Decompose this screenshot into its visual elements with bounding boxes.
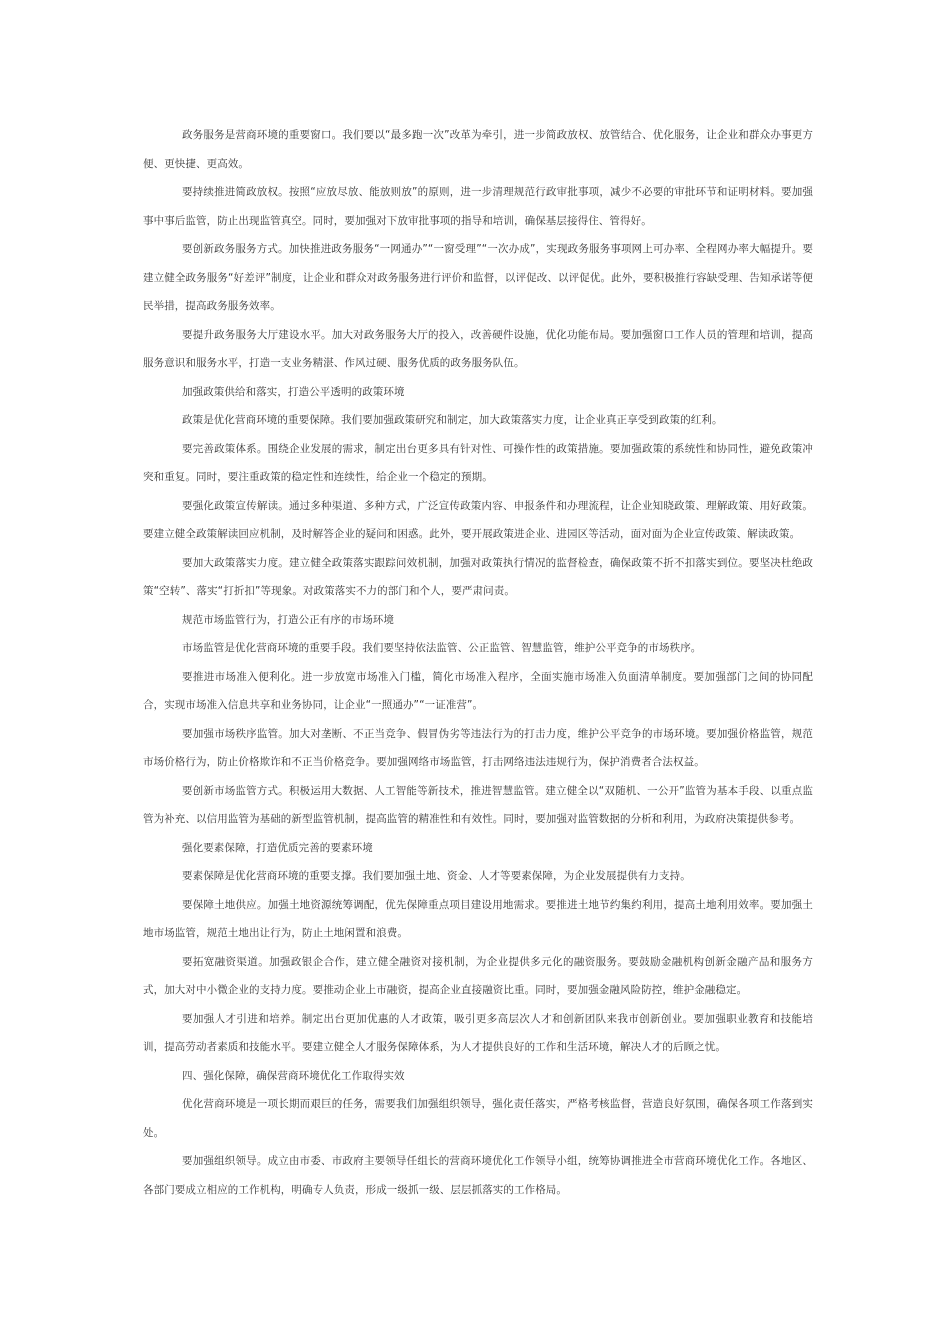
paragraph: 要加强市场秩序监管。加大对垄断、不正当竞争、假冒伪劣等违法行为的打击力度，维护公平竞争的市场环境。要加强价格监管，规范市场价格行为，防止价格欺诈和不正当价格竞争。要加强网络市场监管，打击网络违法违规行为，保护消费者合法权益。 <box>143 727 813 768</box>
section-heading: 四、强化保障，确保营商环境优化工作取得实效 <box>182 1069 405 1082</box>
paragraph: 要保障土地供应。加强土地资源统筹调配，优先保障重点项目建设用地需求。要推进土地节约集约利用，提高土地利用效率。要加强土地市场监管，规范土地出让行为，防止土地闲置和浪费。 <box>143 898 813 939</box>
paragraph: 政务服务是营商环境的重要窗口。我们要以“最多跑一次”改革为牵引，进一步简政放权、放管结合、优化服务，让企业和群众办事更方便、更快捷、更高效。 <box>143 129 813 170</box>
section-heading: 强化要素保障，打造优质完善的要素环境 <box>182 841 373 854</box>
paragraph: 要提升政务服务大厅建设水平。加大对政务服务大厅的投入，改善硬件设施，优化功能布局。要加强窗口工作人员的管理和培训，提高服务意识和服务水平，打造一支业务精湛、作风过硬、服务优质的政务服务队伍。 <box>143 328 813 369</box>
paragraph: 要加强组织领导。成立由市委、市政府主要领导任组长的营商环境优化工作领导小组，统筹协调推进全市营商环境优化工作。各地区、各部门要成立相应的工作机构，明确专人负责，形成一级抓一级、层层抓落实的工作格局。 <box>143 1155 813 1196</box>
paragraph: 政策是优化营商环境的重要保障。我们要加强政策研究和制定，加大政策落实力度，让企业真正享受到政策的红利。 <box>182 414 723 426</box>
paragraph: 要完善政策体系。围绕企业发展的需求，制定出台更多具有针对性、可操作性的政策措施。要加强政策的系统性和协同性，避免政策冲突和重复。同时，要注重政策的稳定性和连续性，给企业一个稳定的预期。 <box>143 442 813 483</box>
paragraph: 市场监管是优化营商环境的重要手段。我们要坚持依法监管、公正监管、智慧监管，维护公平竞争的市场秩序。 <box>182 642 702 654</box>
section-heading: 规范市场监管行为，打造公正有序的市场环境 <box>182 613 394 626</box>
paragraph: 优化营商环境是一项长期而艰巨的任务，需要我们加强组织领导，强化责任落实，严格考核监督，营造良好氛围，确保各项工作落到实处。 <box>143 1098 813 1139</box>
document-body <box>143 121 813 1204</box>
paragraph: 要素保障是优化营商环境的重要支撑。我们要加强土地、资金、人才等要素保障，为企业发展提供有力支持。 <box>182 870 691 882</box>
paragraph: 要持续推进简政放权。按照“应放尽放、能放则放”的原则，进一步清理规范行政审批事项，减少不必要的审批环节和证明材料。要加强事中事后监管，防止出现监管真空。同时，要加强对下放审批事项的指导和培训，确保基层接得住、管得好。 <box>143 186 813 227</box>
paragraph: 要创新政务服务方式。加快推进政务服务“一网通办”“一窗受理”“一次办成”，实现政务服务事项网上可办率、全程网办率大幅提升。要建立健全政务服务“好差评”制度，让企业和群众对政务服务进行评价和监督，以评促改、以评促优。此外，要积极推行容缺受理、告知承诺等便民举措，提高政务服务效率。 <box>143 243 813 312</box>
paragraph: 要加大政策落实力度。建立健全政策落实跟踪问效机制，加强对政策执行情况的监督检查，确保政策不折不扣落实到位。要坚决杜绝政策“空转”、落实“打折扣”等现象。对政策落实不力的部门和个人，要严肃问责。 <box>143 556 813 597</box>
paragraph: 要加强人才引进和培养。制定出台更加优惠的人才政策，吸引更多高层次人才和创新团队来我市创新创业。要加强职业教育和技能培训，提高劳动者素质和技能水平。要建立健全人才服务保障体系，为人才提供良好的工作和生活环境，解决人才的后顾之忧。 <box>143 1012 813 1053</box>
paragraph: 要推进市场准入便利化。进一步放宽市场准入门槛，简化市场准入程序，全面实施市场准入负面清单制度。要加强部门之间的协同配合，实现市场准入信息共享和业务协同，让企业“一照通办”“一证准营”。 <box>143 670 813 711</box>
section-heading: 加强政策供给和落实，打造公平透明的政策环境 <box>182 385 405 398</box>
paragraph: 要创新市场监管方式。积极运用大数据、人工智能等新技术，推进智慧监管。建立健全以“双随机、一公开”监管为基本手段、以重点监管为补充、以信用监管为基础的新型监管机制，提高监管的精准性和有效性。同时，要加强对监管数据的分析和利用，为政府决策提供参考。 <box>143 784 813 825</box>
paragraph: 要强化政策宣传解读。通过多种渠道、多种方式，广泛宣传政策内容、申报条件和办理流程，让企业知晓政策、理解政策、用好政策。要建立健全政策解读回应机制，及时解答企业的疑问和困惑。此外，要开展政策进企业、进园区等活动，面对面为企业宣传政策、解读政策。 <box>143 499 813 540</box>
paragraph: 要拓宽融资渠道。加强政银企合作，建立健全融资对接机制，为企业提供多元化的融资服务。要鼓励金融机构创新金融产品和服务方式，加大对中小微企业的支持力度。要推动企业上市融资，提高企业直接融资比重。同时，要加强金融风险防控，维护金融稳定。 <box>143 955 813 996</box>
